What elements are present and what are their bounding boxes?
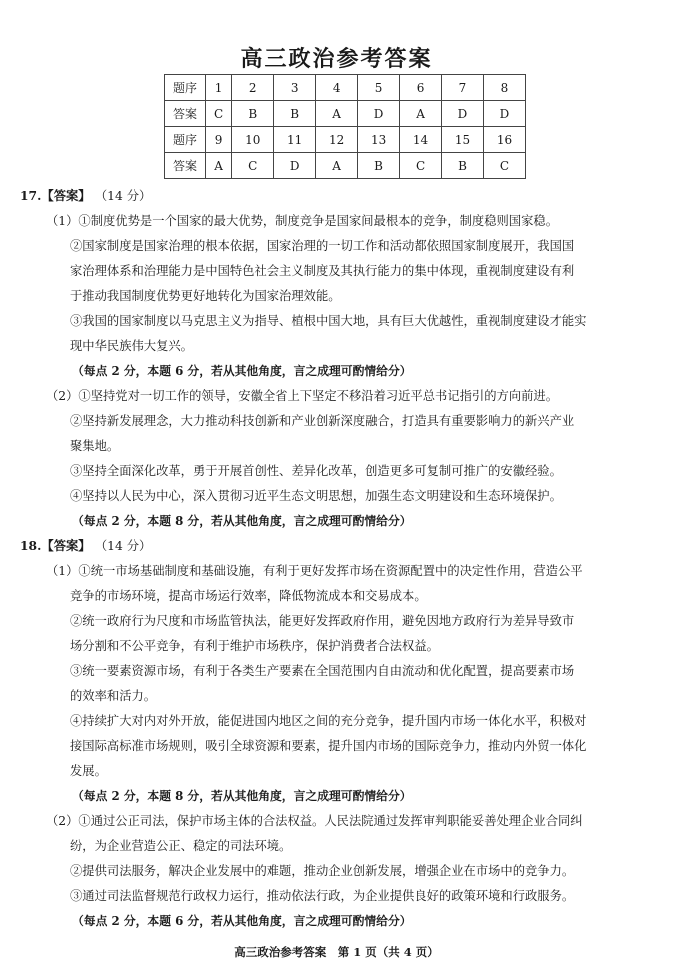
answer-table-cell: 11 bbox=[274, 127, 316, 153]
answer-table-cell: D bbox=[358, 101, 400, 127]
answer-table-cell: 12 bbox=[316, 127, 358, 153]
q18-p1-line: 发展。 bbox=[70, 764, 107, 778]
answer-table-row bbox=[165, 127, 526, 153]
answer-table-cell: C bbox=[400, 153, 442, 179]
answer-table-cell: 2 bbox=[232, 75, 274, 101]
q17-p2-line: ②坚持新发展理念，大力推动科技创新和产业创新深度融合，打造具有重要影响力的新兴产业 bbox=[70, 414, 575, 428]
answer-table-cell: 10 bbox=[232, 127, 274, 153]
answer-table-cell: 5 bbox=[358, 75, 400, 101]
answer-table-row bbox=[165, 75, 526, 101]
q17-p1-line: 现中华民族伟大复兴。 bbox=[70, 339, 193, 353]
answer-table-cell: B bbox=[274, 101, 316, 127]
answer-table bbox=[164, 74, 526, 179]
q18-p1-line: （1）①统一市场基础制度和基础设施，有利于更好发挥市场在资源配置中的决定性作用，营造公平 bbox=[46, 564, 583, 578]
q17-p1-line: 家治理体系和治理能力是中国特色社会主义制度及其执行能力的集中体现，重视制度建设有利 bbox=[70, 264, 575, 278]
q18-p2-line: ②提供司法服务，解决企业发展中的难题，推动企业创新发展，增强企业在市场中的竞争力。 bbox=[70, 864, 575, 878]
q18-p1-line: ④持续扩大对内对外开放，能促进国内地区之间的充分竞争，提升国内市场一体化水平，积极对 bbox=[70, 714, 587, 728]
q17-p2-line: 聚集地。 bbox=[70, 439, 120, 453]
answer-table-cell: B bbox=[358, 153, 400, 179]
q18-p1-score: （每点 2 分，本题 8 分，若从其他角度，言之成理可酌情给分） bbox=[72, 789, 412, 803]
answer-table-cell: D bbox=[274, 153, 316, 179]
q17-p1-line: 于推动我国制度优势更好地转化为国家治理效能。 bbox=[70, 289, 341, 303]
page-footer: 高三政治参考答案 第 1 页（共 4 页） bbox=[234, 945, 439, 959]
page-title: 高三政治参考答案 bbox=[240, 46, 433, 72]
q17-p2-line: ④坚持以人民为中心，深入贯彻习近平生态文明思想，加强生态文明建设和生态环境保护。 bbox=[70, 489, 562, 503]
answer-table-cell: 7 bbox=[442, 75, 484, 101]
q17-heading bbox=[20, 188, 151, 204]
q18-p1-line: ②统一政府行为尺度和市场监管执法，能更好发挥政府作用，避免因地方政府行为差异导致市 bbox=[70, 614, 575, 628]
q17-p1-line: ②国家制度是国家治理的根本依据，国家治理的一切工作和活动都依照国家制度展开，我国国 bbox=[70, 239, 575, 253]
q17-p2-score: （每点 2 分，本题 8 分，若从其他角度，言之成理可酌情给分） bbox=[72, 514, 412, 528]
answer-table-cell: 3 bbox=[274, 75, 316, 101]
q18-heading bbox=[20, 538, 151, 554]
answer-table-cell: C bbox=[232, 153, 274, 179]
q17-label: 17.【答案】 bbox=[20, 188, 91, 203]
answer-table-cell: 4 bbox=[316, 75, 358, 101]
answer-table-row-header: 题序 bbox=[165, 75, 206, 101]
answer-table-row bbox=[165, 101, 526, 127]
q18-p2-score: （每点 2 分，本题 6 分，若从其他角度，言之成理可酌情给分） bbox=[72, 914, 412, 928]
answer-table-cell: 6 bbox=[400, 75, 442, 101]
answer-table-cell: D bbox=[483, 101, 525, 127]
answer-table-cell: B bbox=[442, 153, 484, 179]
q17-p1-score: （每点 2 分，本题 6 分，若从其他角度，言之成理可酌情给分） bbox=[72, 364, 412, 378]
answer-table-row-header: 答案 bbox=[165, 101, 206, 127]
q17-p2-line: ③坚持全面深化改革，勇于开展首创性、差异化改革，创造更多可复制可推广的安徽经验。 bbox=[70, 464, 562, 478]
answer-table-cell: 15 bbox=[442, 127, 484, 153]
q18-label: 18.【答案】 bbox=[20, 538, 91, 553]
answer-table-cell: 16 bbox=[483, 127, 525, 153]
answer-table-cell: A bbox=[400, 101, 442, 127]
q18-p1-line: 的效率和活力。 bbox=[70, 689, 157, 703]
answer-table-cell: 13 bbox=[358, 127, 400, 153]
answer-table-cell: A bbox=[206, 153, 232, 179]
answer-table-row bbox=[165, 153, 526, 179]
answer-table-row-header: 答案 bbox=[165, 153, 206, 179]
answer-table-cell: 14 bbox=[400, 127, 442, 153]
q18-p1-line: 场分割和不公平竞争，有利于维护市场秩序，保护消费者合法权益。 bbox=[70, 639, 439, 653]
q18-p2-line: 纷，为企业营造公正、稳定的司法环境。 bbox=[70, 839, 292, 853]
q17-p1-line: （1）①制度优势是一个国家的最大优势，制度竞争是国家间最根本的竞争，制度稳则国家稳。 bbox=[46, 214, 558, 228]
q17-p2-line: （2）①坚持党对一切工作的领导，安徽全省上下坚定不移沿着习近平总书记指引的方向前进。 bbox=[46, 389, 558, 403]
answer-table-cell: D bbox=[442, 101, 484, 127]
answer-table-cell: C bbox=[206, 101, 232, 127]
q18-p1-line: 接国际高标准市场规则，吸引全球资源和要素，提升国内市场的国际竞争力，推动内外贸一体化 bbox=[70, 739, 587, 753]
answer-table-cell: A bbox=[316, 101, 358, 127]
answer-table-cell: A bbox=[316, 153, 358, 179]
q18-p2-line: ③通过司法监督规范行政权力运行，推动依法行政，为企业提供良好的政策环境和行政服务。 bbox=[70, 889, 575, 903]
answer-table-row-header: 题序 bbox=[165, 127, 206, 153]
answer-table-cell: 1 bbox=[206, 75, 232, 101]
q17-p1-line: ③我国的国家制度以马克思主义为指导、植根中国大地，具有巨大优越性，重视制度建设才能实 bbox=[70, 314, 587, 328]
q18-p2-line: （2）①通过公正司法，保护市场主体的合法权益。人民法院通过发挥审判职能妥善处理企业合同纠 bbox=[46, 814, 583, 828]
q17-points: （14 分） bbox=[94, 189, 152, 203]
q18-p1-line: 竞争的市场环境，提高市场运行效率，降低物流成本和交易成本。 bbox=[70, 589, 427, 603]
answer-table-cell: 9 bbox=[206, 127, 232, 153]
answer-table-cell: C bbox=[483, 153, 525, 179]
q18-p1-line: ③统一要素资源市场，有利于各类生产要素在全国范围内自由流动和优化配置，提高要素市场 bbox=[70, 664, 575, 678]
q18-points: （14 分） bbox=[94, 539, 152, 553]
answer-table-cell: B bbox=[232, 101, 274, 127]
answer-table-cell: 8 bbox=[483, 75, 525, 101]
